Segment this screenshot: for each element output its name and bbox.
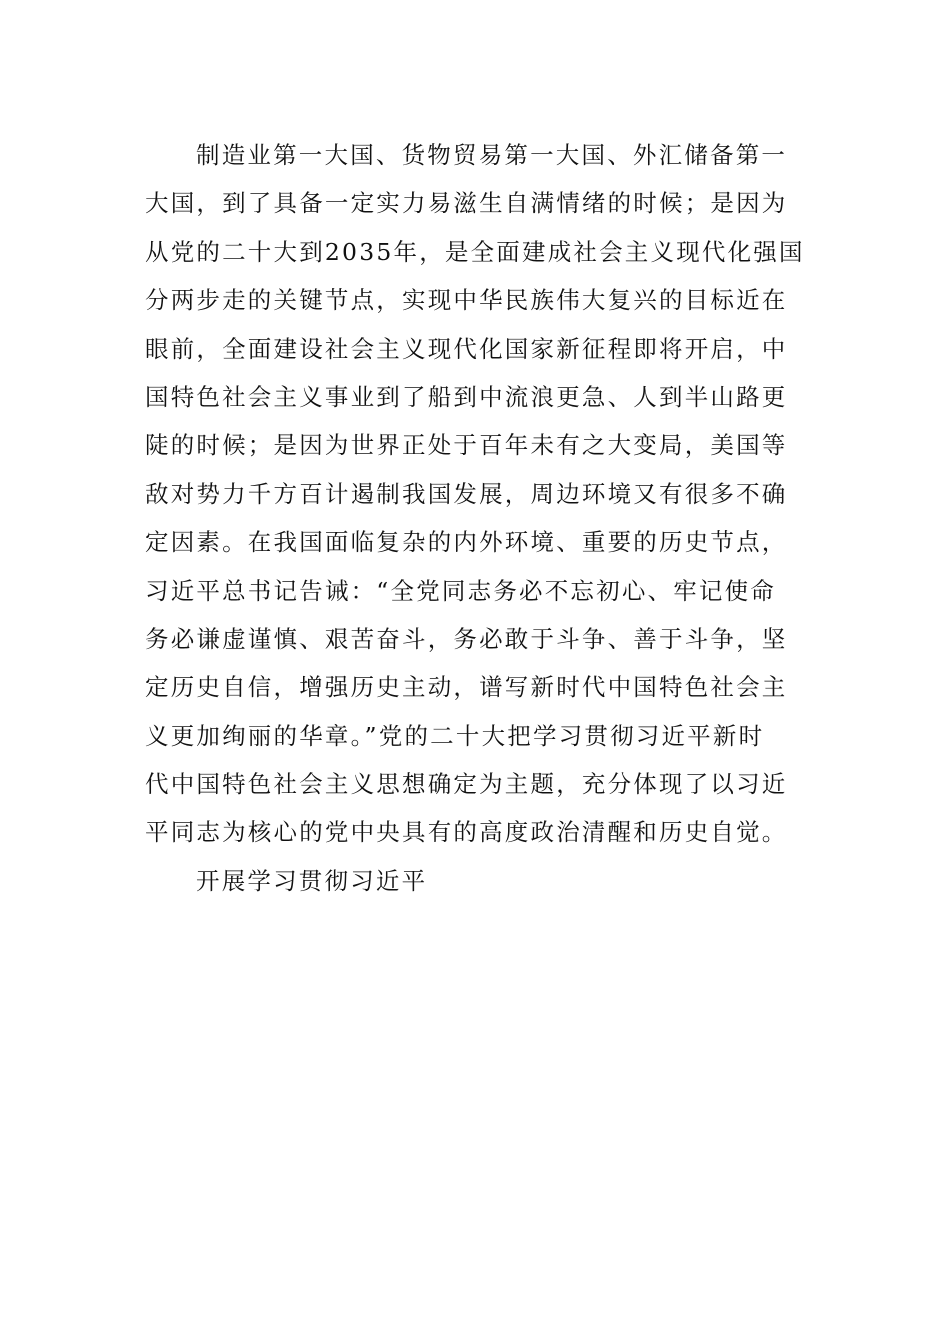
- paragraph-line: 分两步走的关键节点，实现中华民族伟大复兴的目标近在: [145, 286, 788, 315]
- paragraph-line: 义更加绚丽的华章。”党的二十大把学习贯彻习近平新时: [145, 721, 765, 750]
- paragraph-line: 陡的时候；是因为世界正处于百年未有之大变局，美国等: [145, 431, 788, 460]
- body-text: [145, 131, 815, 905]
- paragraph-line: 眼前，全面建设社会主义现代化国家新征程即将开启，中: [145, 334, 788, 363]
- paragraph-line: 国特色社会主义事业到了船到中流浪更急、人到半山路更: [145, 382, 788, 411]
- paragraph-line: 从党的二十大到2035年，是全面建成社会主义现代化强国: [145, 237, 805, 266]
- paragraph-line: 制造业第一大国、货物贸易第一大国、外汇储备第一: [196, 141, 788, 169]
- paragraph-line: 定历史自信，增强历史主动，谱写新时代中国特色社会主: [145, 673, 788, 702]
- paragraph-line: 代中国特色社会主义思想确定为主题，充分体现了以习近: [145, 770, 788, 799]
- paragraph-line: 习近平总书记告诫：“全党同志务必不忘初心、牢记使命: [145, 576, 777, 605]
- paragraph-line: 务必谦虚谨慎、艰苦奋斗，务必敢于斗争、善于斗争，坚: [145, 624, 788, 653]
- paragraph-line: 平同志为核心的党中央具有的高度政治清醒和历史自觉。: [145, 818, 788, 847]
- paragraph-line: 大国，到了具备一定实力易滋生自满情绪的时候；是因为: [145, 189, 788, 218]
- paragraph-line: 敌对势力千方百计遏制我国发展，周边环境又有很多不确: [145, 479, 788, 508]
- paragraph-line: 开展学习贯彻习近平: [196, 866, 428, 895]
- paragraph-line: 定因素。在我国面临复杂的内外环境、重要的历史节点，: [145, 528, 788, 557]
